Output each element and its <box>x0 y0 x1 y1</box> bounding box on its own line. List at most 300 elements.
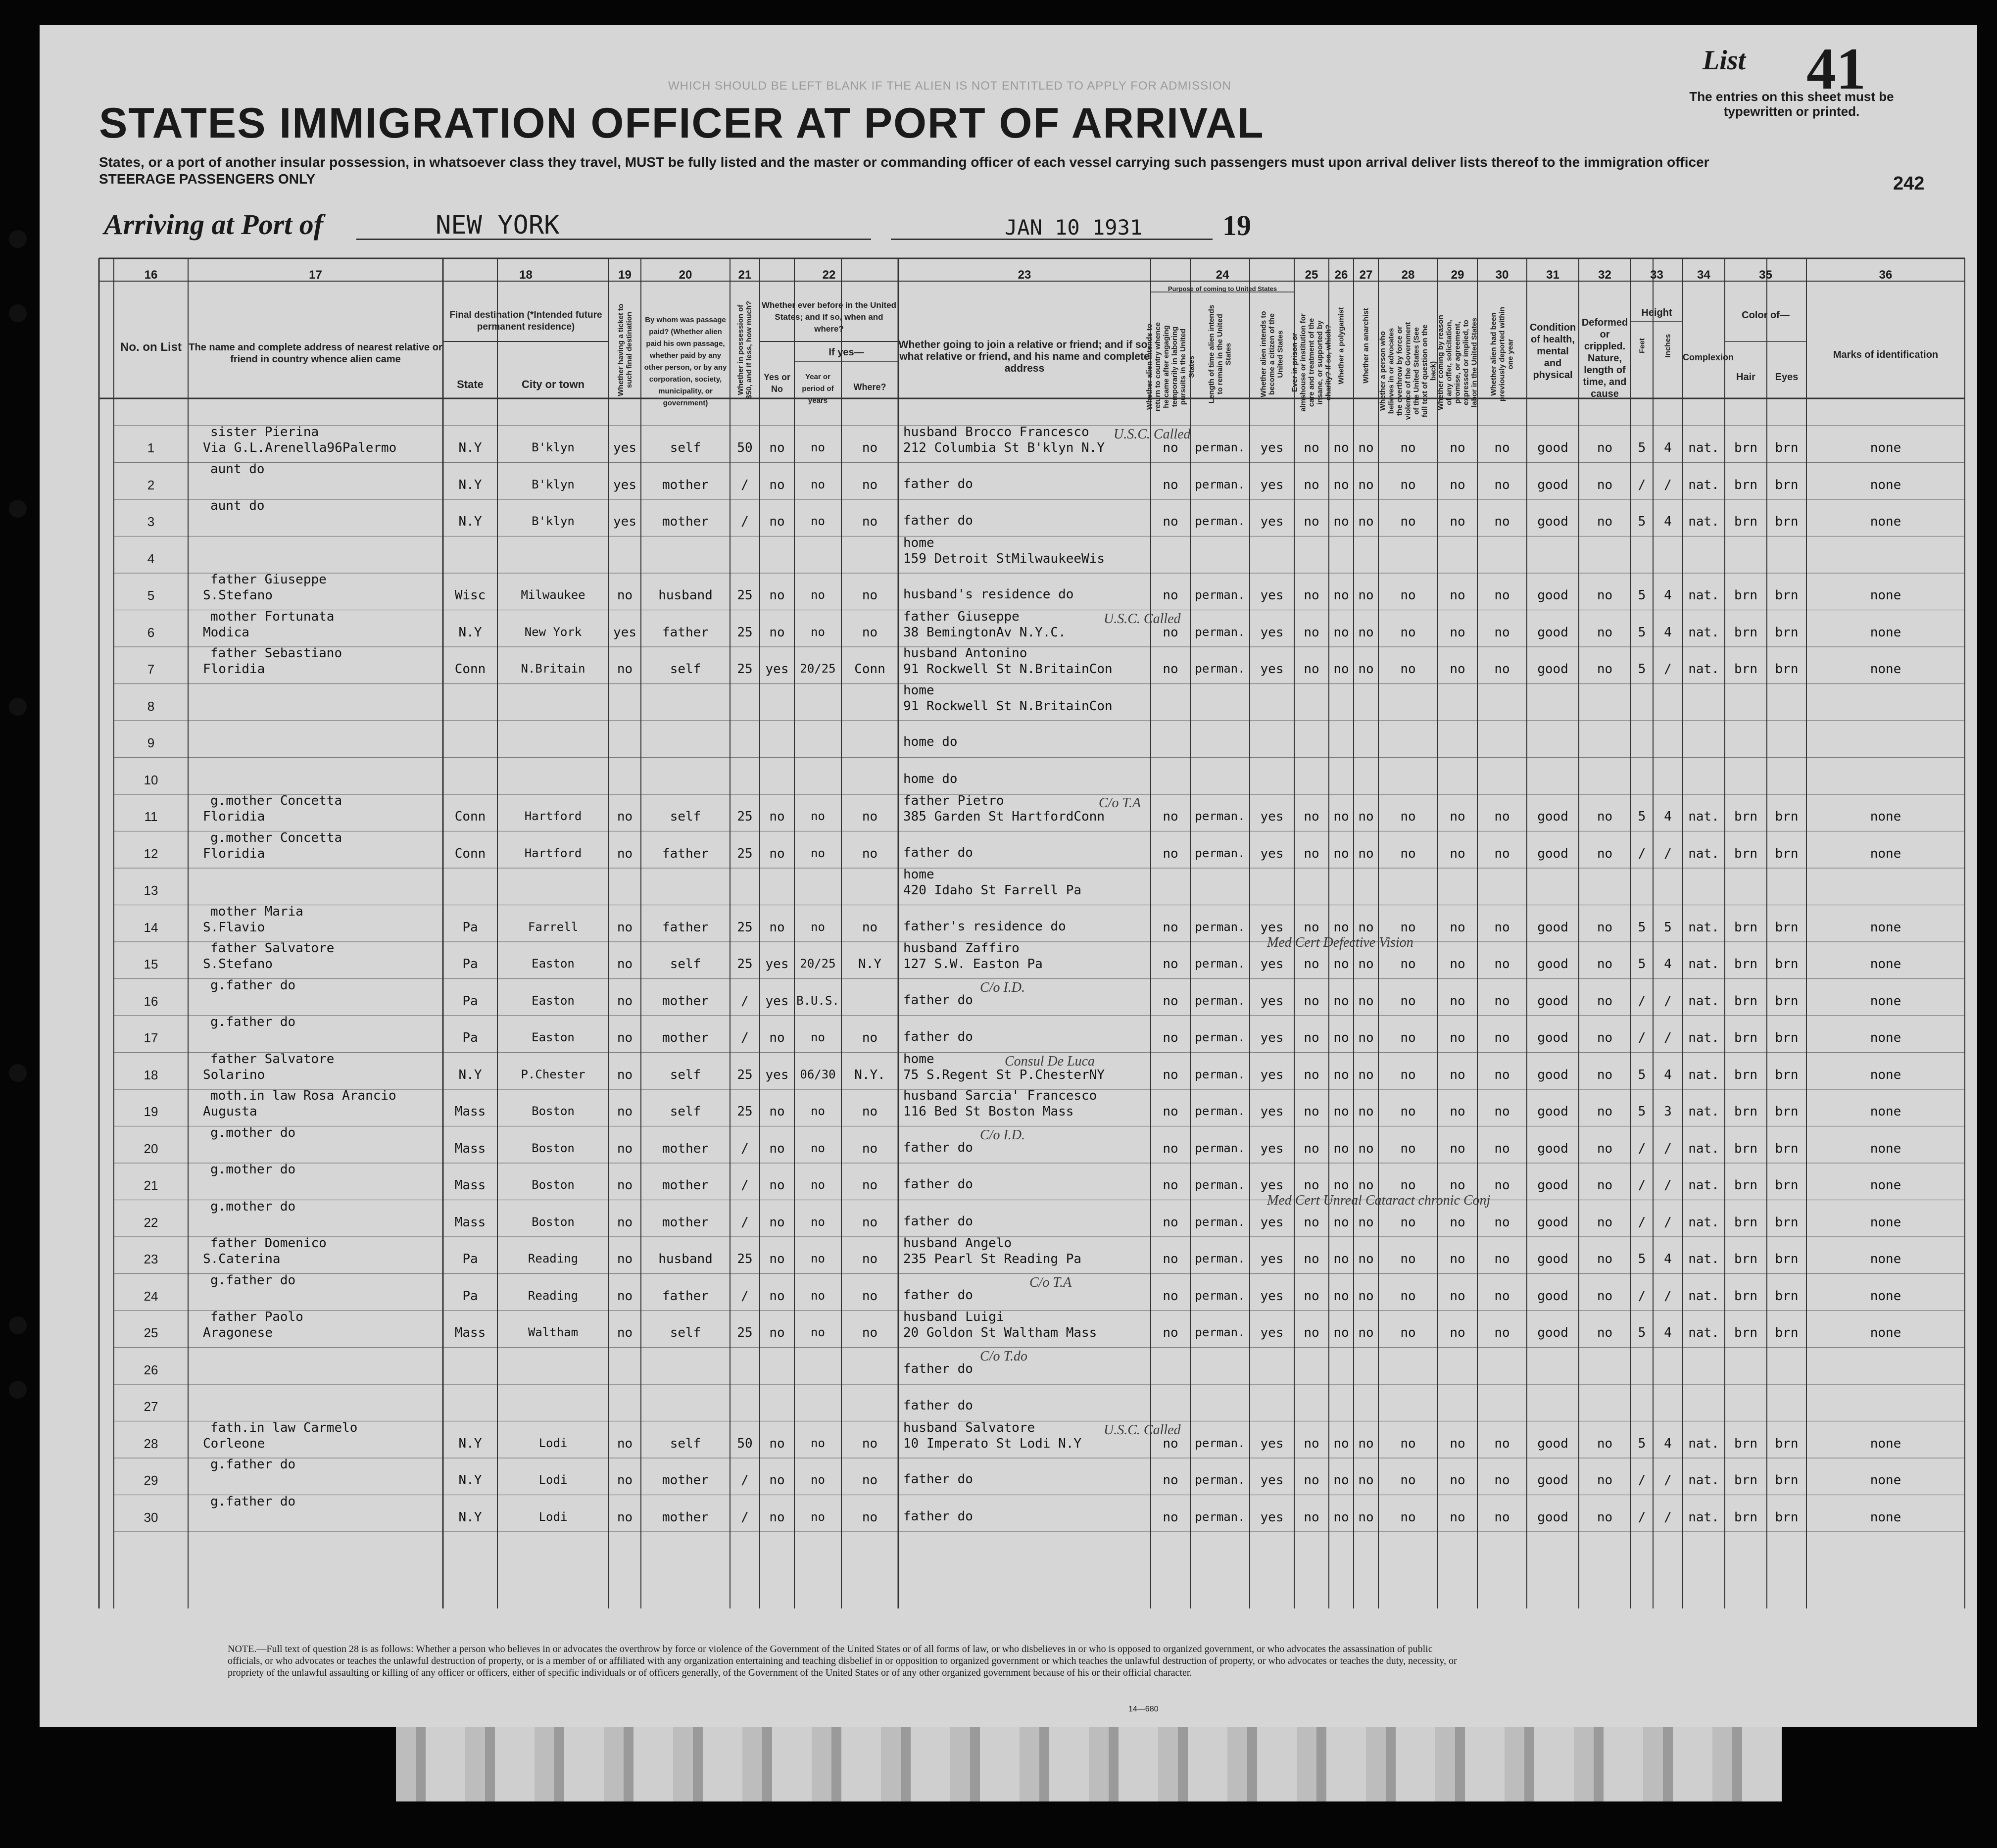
cell-eyes: brn <box>1775 846 1799 861</box>
cell-polygamist: no <box>1333 920 1349 935</box>
cell-state: N.Y <box>458 440 482 455</box>
cell-money: 50 <box>737 1436 753 1451</box>
cell-labor-offer: no <box>1450 1325 1465 1340</box>
header-before-yes-no: Yes or No <box>763 372 791 394</box>
cell-prison: no <box>1304 662 1319 677</box>
binder-hole <box>9 230 27 248</box>
cell-return-intent: no <box>1163 514 1178 529</box>
cell-marks: none <box>1870 477 1901 492</box>
cell-polygamist: no <box>1333 957 1349 972</box>
cell-health: good <box>1537 809 1568 824</box>
binder-hole <box>9 1316 27 1334</box>
cell-anarchist: no <box>1358 477 1374 492</box>
cell-deported: no <box>1494 1141 1510 1156</box>
cell-question-28: no <box>1400 993 1416 1009</box>
cell-where: Conn <box>854 662 885 677</box>
cell-question-28: no <box>1400 1067 1416 1082</box>
cell-deported: no <box>1494 920 1510 935</box>
header-money: Whether in possession of $50, and if less, how much? <box>736 300 753 399</box>
cell-polygamist: no <box>1333 1104 1349 1119</box>
cell-hair: brn <box>1734 993 1757 1009</box>
cell-passage-paid: father <box>662 920 709 935</box>
cell-before: no <box>769 1473 785 1488</box>
cell-joining-relative: home <box>903 535 934 550</box>
cell-state: Mass <box>454 1141 486 1156</box>
cell-citizen-intent: yes <box>1260 440 1284 455</box>
cell-citizen-intent: yes <box>1260 809 1284 824</box>
cell-question-28: no <box>1400 625 1416 640</box>
cell-eyes: brn <box>1775 477 1799 492</box>
cell-money: 25 <box>737 625 753 640</box>
cell-deported: no <box>1494 625 1510 640</box>
cell-return-intent: no <box>1163 1215 1178 1230</box>
cell-anarchist: no <box>1358 588 1374 603</box>
cell-health: good <box>1537 1509 1568 1525</box>
cell-joining-relative: home do <box>903 734 958 749</box>
cell-citizen-intent: yes <box>1260 1252 1284 1266</box>
cell-state: Pa <box>462 957 478 972</box>
cell-years: no <box>811 1436 825 1450</box>
cell-passage-paid: husband <box>658 1252 713 1266</box>
cell-city: Lodi <box>538 1509 568 1524</box>
cell-joining-relative: husband Antonino <box>903 646 1027 661</box>
cell-years: no <box>811 1030 825 1044</box>
cell-ticket: yes <box>613 625 636 640</box>
cell-relative-address: Solarino <box>203 1067 265 1082</box>
cell-polygamist: no <box>1333 1436 1349 1451</box>
cell-prison: no <box>1304 1252 1319 1266</box>
cell-labor-offer: no <box>1450 1067 1465 1082</box>
cell-city: B'klyn <box>532 514 575 528</box>
cell-joining-relative: home do <box>903 771 958 786</box>
form-code: 14—680 <box>1128 1705 1159 1713</box>
cell-state: N.Y <box>458 514 482 529</box>
cell-question-28: no <box>1400 1030 1416 1045</box>
cell-citizen-intent: yes <box>1260 1509 1284 1525</box>
cell-labor-offer: no <box>1450 662 1465 677</box>
cell-labor-offer: no <box>1450 1473 1465 1488</box>
binder-hole <box>9 698 27 716</box>
cell-complexion: nat. <box>1688 1325 1719 1340</box>
row-number: 13 <box>144 883 158 898</box>
header-state: State <box>457 378 484 390</box>
cell-length-of-stay: perman. <box>1195 1141 1245 1155</box>
cell-anarchist: no <box>1358 920 1374 935</box>
cell-eyes: brn <box>1775 662 1799 677</box>
cell-deported: no <box>1494 1178 1510 1193</box>
header-inches: Inches <box>1663 334 1672 358</box>
cell-return-intent: no <box>1163 993 1178 1009</box>
header-deported: Whether alien had been previously deported within one year <box>1489 307 1515 401</box>
cell-joining-relative: home <box>903 867 934 882</box>
cell-question-28: no <box>1400 477 1416 492</box>
cell-marks: none <box>1870 957 1901 972</box>
cell-hair: brn <box>1734 1252 1757 1266</box>
cell-anarchist: no <box>1358 1473 1374 1488</box>
cell-health: good <box>1537 920 1568 935</box>
sheet-number: 242 <box>1893 173 1925 194</box>
cell-before: no <box>769 846 785 861</box>
cell-inches: / <box>1664 662 1672 677</box>
cell-marks: none <box>1870 625 1901 640</box>
cell-health: good <box>1537 1325 1568 1340</box>
cell-complexion: nat. <box>1688 440 1719 455</box>
cell-deported: no <box>1494 1104 1510 1119</box>
cell-polygamist: no <box>1333 514 1349 529</box>
cell-health: good <box>1537 993 1568 1009</box>
cell-deported: no <box>1494 1252 1510 1266</box>
cell-where: no <box>862 920 878 935</box>
header-no-on-list: No. on List <box>120 340 182 354</box>
cell-eyes: brn <box>1775 1509 1799 1525</box>
cell-length-of-stay: perman. <box>1195 625 1245 639</box>
column-number: 31 <box>1546 268 1559 282</box>
cell-return-intent: no <box>1163 920 1178 935</box>
cell-passage-paid: mother <box>662 477 709 492</box>
cell-anarchist: no <box>1358 1067 1374 1082</box>
cell-money: / <box>741 1288 749 1304</box>
cell-question-28: no <box>1400 1509 1416 1525</box>
binder-hole <box>9 304 27 322</box>
cell-state: Pa <box>462 1252 478 1266</box>
cell-passage-paid: mother <box>662 1178 709 1193</box>
cell-citizen-intent: yes <box>1260 625 1284 640</box>
header-nearest-relative: The name and complete address of nearest relative or friend in country whence alien came <box>189 342 442 365</box>
cell-eyes: brn <box>1775 1473 1799 1488</box>
header-eyes: Eyes <box>1775 372 1799 383</box>
cell-hair: brn <box>1734 1473 1757 1488</box>
cell-feet: 5 <box>1638 625 1646 640</box>
cell-question-28: no <box>1400 1104 1416 1119</box>
cell-joining-relative: father do <box>903 1029 973 1044</box>
header-anarchist: Whether an anarchist <box>1362 308 1370 384</box>
cell-passage-paid: self <box>670 1325 701 1340</box>
cell-prison: no <box>1304 1030 1319 1045</box>
cell-complexion: nat. <box>1688 993 1719 1009</box>
row-number: 12 <box>144 846 158 861</box>
cell-before: no <box>769 440 785 455</box>
cell-ticket: no <box>617 1325 633 1340</box>
cell-years: no <box>811 920 825 934</box>
cell-where: no <box>862 440 878 455</box>
cell-deformed: no <box>1597 1509 1613 1525</box>
cell-complexion: nat. <box>1688 588 1719 603</box>
cell-prison: no <box>1304 588 1319 603</box>
cell-where: no <box>862 1288 878 1304</box>
cell-deported: no <box>1494 1436 1510 1451</box>
cell-eyes: brn <box>1775 1178 1799 1193</box>
column-number: 25 <box>1305 268 1318 282</box>
cell-passage-paid: self <box>670 662 701 677</box>
cell-relative-name: g.mother do <box>210 1199 296 1214</box>
cell-complexion: nat. <box>1688 809 1719 824</box>
cell-return-intent: no <box>1163 1509 1178 1525</box>
cell-inches: 4 <box>1664 625 1672 640</box>
cell-health: good <box>1537 1473 1568 1488</box>
cell-deported: no <box>1494 1030 1510 1045</box>
cell-labor-offer: no <box>1450 625 1465 640</box>
cell-citizen-intent: yes <box>1260 920 1284 935</box>
question-28-note: NOTE.—Full text of question 28 is as follows: Whether a person who believes in or advocates the overthrow by force or violence of the Government of the United States or of all forms of law, or who disbelieves in or who is opposed to organized government, or who advocates the assassination of public officials, or who advocates or teaches the unlawful destruction of property, or is a member of or affiliated with any organization entertaining and teaching disbelief in or opposition to organized government or which teaches the unlawful destruction of property, or who advocates or teaches the duty, necessity, or propriety of the unlawful assaulting or killing of any officer or officers, either of specific individuals or of officers generally, of the Government of the United States or of any other organized government because of his or their official character. <box>228 1644 1457 1678</box>
cell-anarchist: no <box>1358 957 1374 972</box>
cell-deformed: no <box>1597 1067 1613 1082</box>
cell-relative-name: father Salvatore <box>210 1051 335 1067</box>
class-line: STEERAGE PASSENGERS ONLY <box>99 171 316 187</box>
cell-city: Hartford <box>524 809 582 823</box>
cell-labor-offer: no <box>1450 957 1465 972</box>
column-number: 27 <box>1359 268 1373 282</box>
cell-before: no <box>769 514 785 529</box>
cell-hair: brn <box>1734 1215 1757 1230</box>
cell-health: good <box>1537 1252 1568 1266</box>
row-number: 3 <box>147 514 155 529</box>
cell-labor-offer: no <box>1450 1436 1465 1451</box>
cell-deformed: no <box>1597 625 1613 640</box>
cell-money: / <box>741 477 749 492</box>
cell-polygamist: no <box>1333 993 1349 1009</box>
cell-prison: no <box>1304 440 1319 455</box>
column-number: 32 <box>1598 268 1611 282</box>
cell-deformed: no <box>1597 1104 1613 1119</box>
cell-joining-relative: home <box>903 682 934 698</box>
cell-deported: no <box>1494 1509 1510 1525</box>
cell-feet: 5 <box>1638 662 1646 677</box>
cell-deported: no <box>1494 662 1510 677</box>
cell-hair: brn <box>1734 440 1757 455</box>
cell-relative-name: aunt do <box>210 498 265 513</box>
cell-eyes: brn <box>1775 625 1799 640</box>
cell-return-intent: no <box>1163 1104 1178 1119</box>
cell-feet: 5 <box>1638 1436 1646 1451</box>
row-number: 22 <box>144 1215 158 1230</box>
cell-money: / <box>741 1215 749 1230</box>
cell-question-28: no <box>1400 809 1416 824</box>
cell-joining-relative: father do <box>903 1398 973 1413</box>
cell-polygamist: no <box>1333 1325 1349 1340</box>
cell-state: N.Y <box>458 1473 482 1488</box>
cell-labor-offer: no <box>1450 993 1465 1009</box>
column-number: 33 <box>1650 268 1663 282</box>
cell-marks: none <box>1870 1141 1901 1156</box>
cell-deported: no <box>1494 957 1510 972</box>
cell-joining-relative: husband Sarcia' Francesco <box>903 1088 1097 1103</box>
cell-length-of-stay: perman. <box>1195 809 1245 823</box>
cell-deported: no <box>1494 588 1510 603</box>
cell-joining-address: 116 Bed St Boston Mass <box>903 1104 1074 1119</box>
cell-health: good <box>1537 1178 1568 1193</box>
cell-ticket: no <box>617 993 633 1009</box>
cell-city: P.Chester <box>521 1067 585 1081</box>
cell-feet: 5 <box>1638 809 1646 824</box>
cell-relative-name: g.father do <box>210 1015 296 1029</box>
header-return-intent: Whether alien intends to return to country whence he came after engaging temporarily in laboring pursuits in the United States <box>1145 322 1196 412</box>
cell-joining-relative: father do <box>903 1508 973 1524</box>
cell-length-of-stay: perman. <box>1195 1473 1245 1487</box>
cell-question-28: no <box>1400 920 1416 935</box>
cell-deformed: no <box>1597 846 1613 861</box>
cell-health: good <box>1537 1104 1568 1119</box>
header-where: Where? <box>853 382 886 392</box>
cell-length-of-stay: perman. <box>1195 1178 1245 1192</box>
cell-inches: / <box>1664 1473 1672 1488</box>
header-ticket: Whether having a ticket to such final destination <box>616 303 633 396</box>
cell-polygamist: no <box>1333 1030 1349 1045</box>
cell-health: good <box>1537 514 1568 529</box>
cell-state: Pa <box>462 993 478 1009</box>
cell-relative-address: Augusta <box>203 1104 257 1119</box>
cell-length-of-stay: perman. <box>1195 1252 1245 1265</box>
cell-eyes: brn <box>1775 1104 1799 1119</box>
handwritten-annotation: C/o T.A <box>1029 1274 1072 1290</box>
cell-state: Mass <box>454 1215 486 1230</box>
cell-inches: / <box>1664 1141 1672 1156</box>
cell-money: 25 <box>737 588 753 603</box>
cell-eyes: brn <box>1775 588 1799 603</box>
row-number: 7 <box>147 662 155 677</box>
cell-length-of-stay: perman. <box>1195 846 1245 860</box>
arrival-port: NEW YORK <box>436 210 560 240</box>
cell-deported: no <box>1494 477 1510 492</box>
cell-eyes: brn <box>1775 809 1799 824</box>
cell-before: yes <box>765 957 789 972</box>
cell-length-of-stay: perman. <box>1195 1325 1245 1339</box>
cell-where: no <box>862 625 878 640</box>
binder-hole <box>9 1381 27 1399</box>
cell-labor-offer: no <box>1450 1288 1465 1304</box>
cell-question-28: no <box>1400 1288 1416 1304</box>
cell-prison: no <box>1304 1288 1319 1304</box>
cell-passage-paid: self <box>670 809 701 824</box>
cell-joining-relative: husband Angelo <box>903 1236 1012 1251</box>
cell-polygamist: no <box>1333 1141 1349 1156</box>
cell-state: N.Y <box>458 1067 482 1082</box>
cell-state: Conn <box>454 809 486 824</box>
cell-years: no <box>811 1104 825 1118</box>
cell-eyes: brn <box>1775 920 1799 935</box>
cell-relative-name: sister Pierina <box>210 425 319 439</box>
cell-question-28: no <box>1400 662 1416 677</box>
cell-citizen-intent: yes <box>1260 1141 1284 1156</box>
column-number: 17 <box>309 268 322 282</box>
row-number: 14 <box>144 920 158 935</box>
cell-relative-name: father Salvatore <box>210 941 335 956</box>
cell-city: B'klyn <box>532 477 575 491</box>
cell-joining-relative: father Giuseppe <box>903 609 1020 624</box>
cell-feet: 5 <box>1638 1104 1646 1119</box>
cell-feet: 5 <box>1638 957 1646 972</box>
cell-years: no <box>811 1473 825 1487</box>
row-number: 28 <box>144 1436 158 1451</box>
cell-length-of-stay: perman. <box>1195 1030 1245 1044</box>
column-number: 18 <box>519 268 533 282</box>
cell-passage-paid: self <box>670 440 701 455</box>
handwritten-annotation: C/o T.A <box>1099 795 1141 811</box>
cell-health: good <box>1537 1436 1568 1451</box>
row-number: 5 <box>147 588 155 603</box>
cell-return-intent: no <box>1163 846 1178 861</box>
cell-complexion: nat. <box>1688 1215 1719 1230</box>
cell-labor-offer: no <box>1450 920 1465 935</box>
list-number: 41 <box>1806 36 1866 101</box>
cell-marks: none <box>1870 440 1901 455</box>
cell-years: no <box>811 1215 825 1229</box>
cell-city: N.Britain <box>521 662 585 676</box>
cell-eyes: brn <box>1775 1215 1799 1230</box>
cell-labor-offer: no <box>1450 1141 1465 1156</box>
cell-inches: / <box>1664 1178 1672 1193</box>
cell-prison: no <box>1304 1067 1319 1082</box>
cell-ticket: no <box>617 1178 633 1193</box>
handwritten-annotation: U.S.C. Called <box>1114 427 1191 442</box>
cell-question-28: no <box>1400 1436 1416 1451</box>
cell-state: Mass <box>454 1104 486 1119</box>
cell-relative-address: Aragonese <box>203 1325 273 1340</box>
cell-years: no <box>811 588 825 602</box>
column-number: 29 <box>1451 268 1464 282</box>
cell-length-of-stay: perman. <box>1195 514 1245 528</box>
cell-joining-relative: father do <box>903 513 973 528</box>
cell-relative-name: g.mother Concetta <box>210 830 342 845</box>
row-number: 25 <box>144 1325 158 1340</box>
cell-hair: brn <box>1734 1067 1757 1082</box>
cell-before: yes <box>765 993 789 1009</box>
cell-joining-relative: father do <box>903 1287 973 1303</box>
list-note: The entries on this sheet must be typewritten or printed. <box>1689 89 1894 119</box>
cell-return-intent: no <box>1163 1325 1178 1340</box>
cell-citizen-intent: yes <box>1260 1104 1284 1119</box>
cell-feet: / <box>1638 1288 1646 1304</box>
cell-deported: no <box>1494 993 1510 1009</box>
cell-years: no <box>811 477 825 491</box>
row-number: 11 <box>144 809 158 824</box>
cell-polygamist: no <box>1333 1067 1349 1082</box>
cell-deformed: no <box>1597 1473 1613 1488</box>
row-number: 8 <box>147 698 155 714</box>
cell-relative-name: fath.in law Carmelo <box>210 1420 358 1435</box>
cell-citizen-intent: yes <box>1260 957 1284 972</box>
column-number: 23 <box>1018 268 1031 282</box>
cell-citizen-intent: yes <box>1260 1030 1284 1045</box>
cell-citizen-intent: yes <box>1260 1288 1284 1304</box>
column-number: 19 <box>618 268 632 282</box>
cell-health: good <box>1537 440 1568 455</box>
cell-relative-address: Floridia <box>203 662 265 677</box>
cell-prison: no <box>1304 477 1319 492</box>
cell-labor-offer: no <box>1450 809 1465 824</box>
row-number: 15 <box>144 957 158 972</box>
cell-deformed: no <box>1597 957 1613 972</box>
cell-passage-paid: mother <box>662 1473 709 1488</box>
cell-where: no <box>862 809 878 824</box>
cell-state: Conn <box>454 662 486 677</box>
cell-before: no <box>769 477 785 492</box>
cell-joining-relative: father do <box>903 1177 973 1192</box>
cell-joining-address: 212 Columbia St B'klyn N.Y <box>903 440 1105 455</box>
cell-where: no <box>862 588 878 603</box>
cell-feet: / <box>1638 1473 1646 1488</box>
cell-polygamist: no <box>1333 440 1349 455</box>
cell-inches: 4 <box>1664 1252 1672 1266</box>
cell-before: no <box>769 809 785 824</box>
cell-where: no <box>862 846 878 861</box>
cell-hair: brn <box>1734 588 1757 603</box>
cell-where: no <box>862 1473 878 1488</box>
handwritten-annotation: Consul De Luca <box>1005 1053 1095 1069</box>
cell-polygamist: no <box>1333 846 1349 861</box>
cell-question-28: no <box>1400 514 1416 529</box>
cell-deformed: no <box>1597 1252 1613 1266</box>
cell-passage-paid: self <box>670 1067 701 1082</box>
